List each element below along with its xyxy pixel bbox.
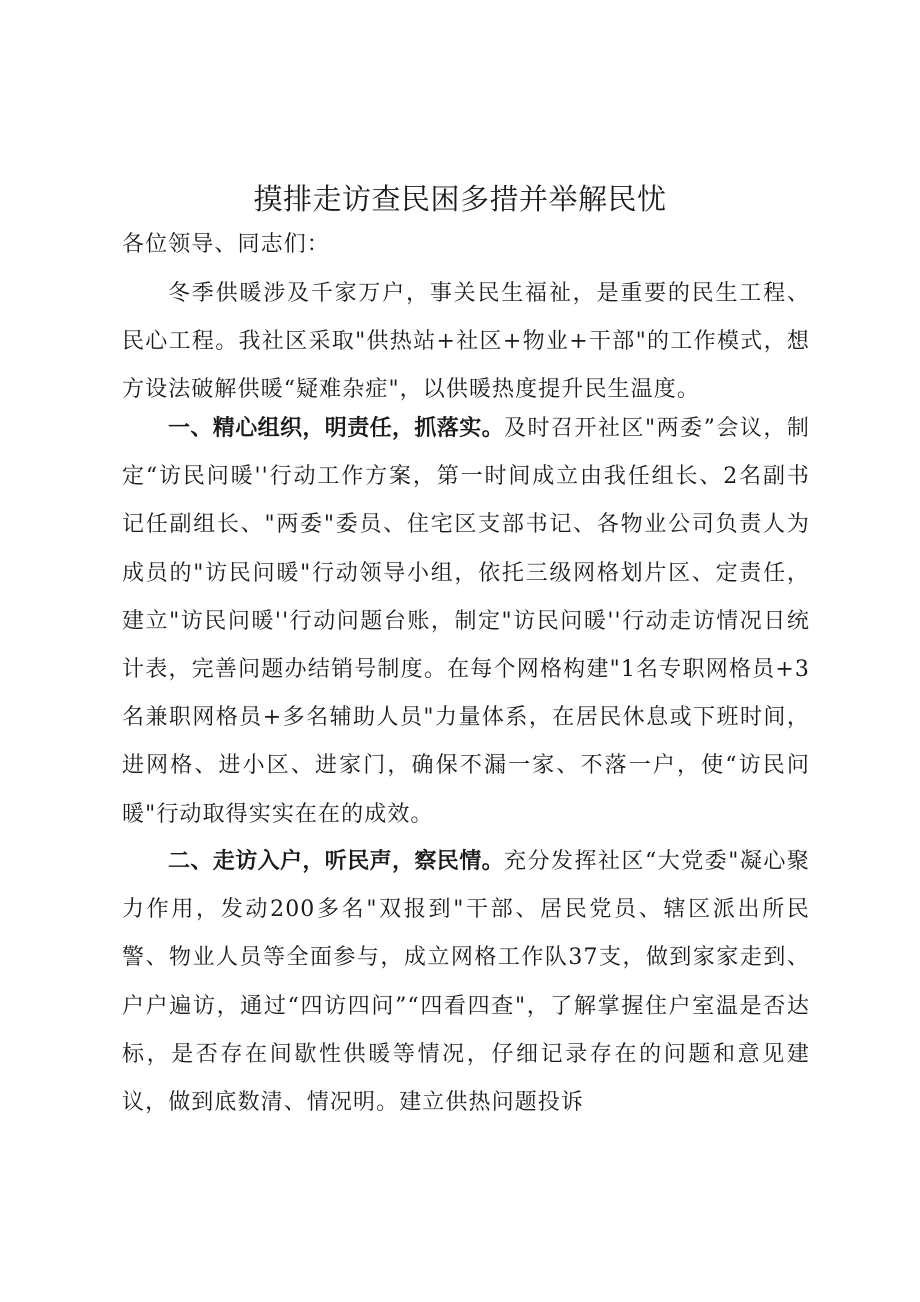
section-1-heading: 一、精心组织，明责任，抓落实。 xyxy=(168,416,505,441)
section-1-text: 及时召开社区"两委”会议，制定“访民问暖''行动工作方案，第一时间成立由我任组长、2名副书记任副组长、"两委"委员、住宅区支部书记、各物业公司负责人为成员的"访民问暖"行动领导小组，依托三级网格划片区、定责任，建立"访民问暖''行动问题台账，制定"访民问暖''行动走访情况日统计表，完善问题办结销号制度。在每个网格构建"1名专职网格员+3名兼职网格员+多名辅助人员"力量体系，在居民休息或下班时间，进网格、进小区、进家门，确保不漏一家、不落一户，使“访民问暖"行动取得实实在在的成效。 xyxy=(122,416,810,827)
section-2-text: 充分发挥社区“大党委"凝心聚力作用，发动200多名"双报到"干部、居民党员、辖区派出所民警、物业人员等全面参与，成立网格工作队37支，做到家家走到、户户遍访，通过“四访四问”“四看四查"，了解掌握住户室温是否达标，是否存在间歇性供暖等情况，仔细记录存在的问题和意见建议，做到底数清、情况明。建立供热问题投诉 xyxy=(122,849,810,1116)
section-2-heading: 二、走访入户，听民声，察民情。 xyxy=(168,849,505,874)
salutation: 各位领导、同志们： xyxy=(122,232,330,257)
paragraph-intro xyxy=(122,270,810,415)
document-title: 摸排走访查民困多措并举解民忧 xyxy=(253,182,667,216)
paragraph-intro-text: 冬季供暖涉及千家万户，事关民生福祉，是重要的民生工程、民心工程。我社区采取"供热站+社区+物业+干部"的工作模式，想方设法破解供暖“疑难杂症"，以供暖热度提升民生温度。 xyxy=(122,281,810,403)
paragraph-section-1 xyxy=(122,405,810,839)
paragraph-section-2 xyxy=(122,838,810,1127)
